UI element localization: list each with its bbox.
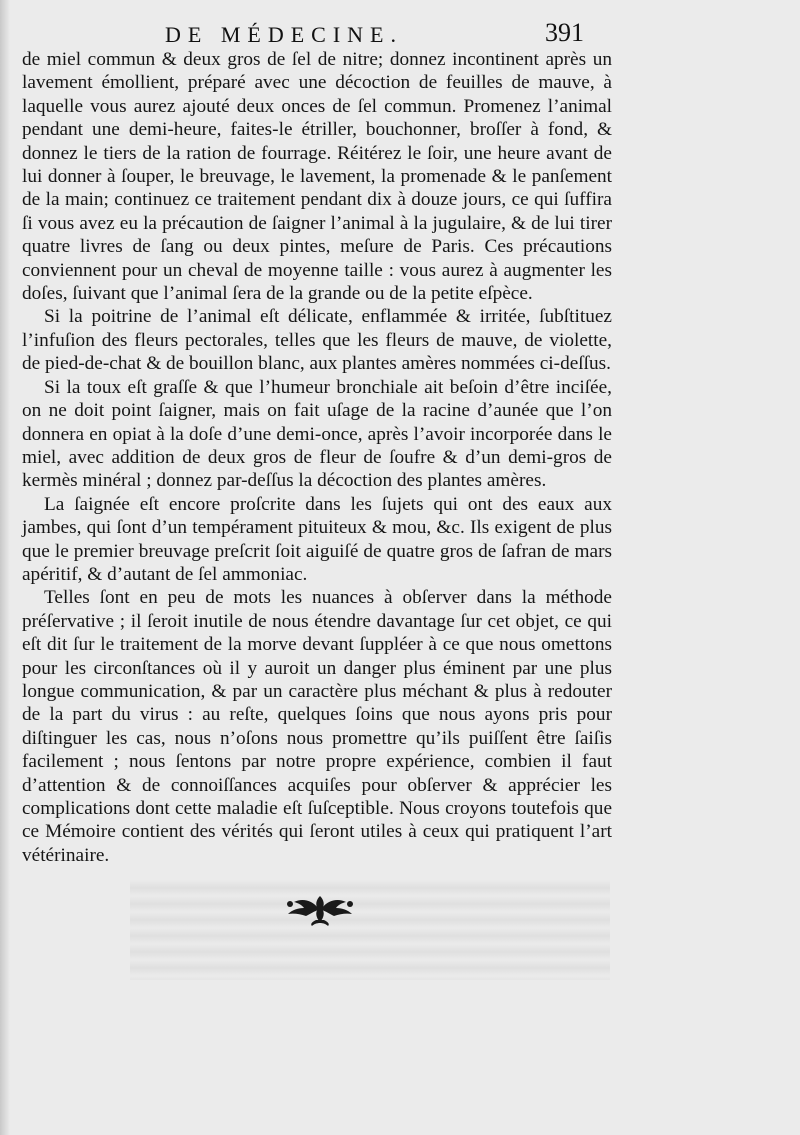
paragraph-1: de miel commun & deux gros de ſel de nitre; donnez incontinent après un lavement émollient, préparé avec une décoction de feuilles de mauve, à laquelle vous aurez ajouté deux onces de ſel commun. Promenez l’animal pendant une demi-heure, faites-le étriller, bouchonner, broſſer à fond, & donnez le tiers de la ration de fourrage. Réitérez le ſoir, une heure avant de lui donner à ſouper, le breuvage, le lavement, la promenade & le panſement de la main; continuez ce traitement pendant dix à douze jours, ce qui ſuffira ſi vous avez eu la précaution de ſaigner l’animal à la jugulaire, & de lui tirer quatre livres de ſang ou deux pintes, meſure de Paris. Ces précautions conviennent pour un cheval de moyenne taille : vous aurez à augmenter les doſes, ſuivant que l’animal ſera de la grande ou de la petite eſpèce. — [22, 49, 612, 305]
paragraph-3: Si la toux eſt graſſe & que l’humeur bronchiale ait beſoin d’être inciſée, on ne doit point ſaigner, mais on fait uſage de la racine d’aunée que l’on donnera en opiat à la doſe d’une demi-once, après l’avoir incorporée dans le miel, avec addition de deux gros de fleur de ſoufre & d’un demi-gros de kermès minéral ; donnez par-deſſus la décoction des plantes amères. — [22, 376, 612, 492]
paragraph-4: La ſaignée eſt encore proſcrite dans les ſujets qui ont des eaux aux jambes, qui ſont d’un tempérament pituiteux & mou, &c. Ils exigent de plus que le premier breuvage preſcrit ſoit aiguiſé de quatre gros de ſafran de mars apéritif, & d’autant de ſel ammoniac. — [22, 493, 612, 585]
body-text — [22, 48, 612, 867]
fleuron-icon — [282, 892, 358, 926]
paragraph-5: Telles ſont en peu de mots les nuances à obſerver dans la méthode préſervative ; il ſeroit inutile de nous étendre davantage ſur cet objet, ce qui eſt dit ſur le traitement de la morve devant ſuppléer à ce que nous omettons pour les circonſtances où il y auroit un danger plus éminent par une plus longue communication, & par un caractère plus méchant & plus à redouter de la part du virus : au reſte, quelques ſoins que nous ayons pris pour diſtinguer les cas, nous n’oſons nous promettre qu’ils puiſſent être ſaiſis facilement ; nous ſentons par notre propre expérience, combien il faut d’attention & de connoiſſances acquiſes pour obſerver & apprécier les complications dont cette maladie eſt ſuſceptible. Nous croyons toutefois que ce Mémoire contient des vérités qui ſeront utiles à ceux qui pratiquent l’art vétérinaire. — [22, 587, 612, 866]
running-head: DE MÉDECINE. — [165, 22, 403, 47]
page-number: 391 — [545, 18, 584, 47]
bleed-through-texture — [130, 880, 610, 980]
paragraph-2: Si la poitrine de l’animal eſt délicate, enflammée & irritée, ſubſtituez l’infuſion des fleurs pectorales, telles que les fleurs de mauve, de violette, de pied-de-chat & de bouillon blanc, aux plantes amères nommées ci-deſſus. — [22, 306, 612, 375]
